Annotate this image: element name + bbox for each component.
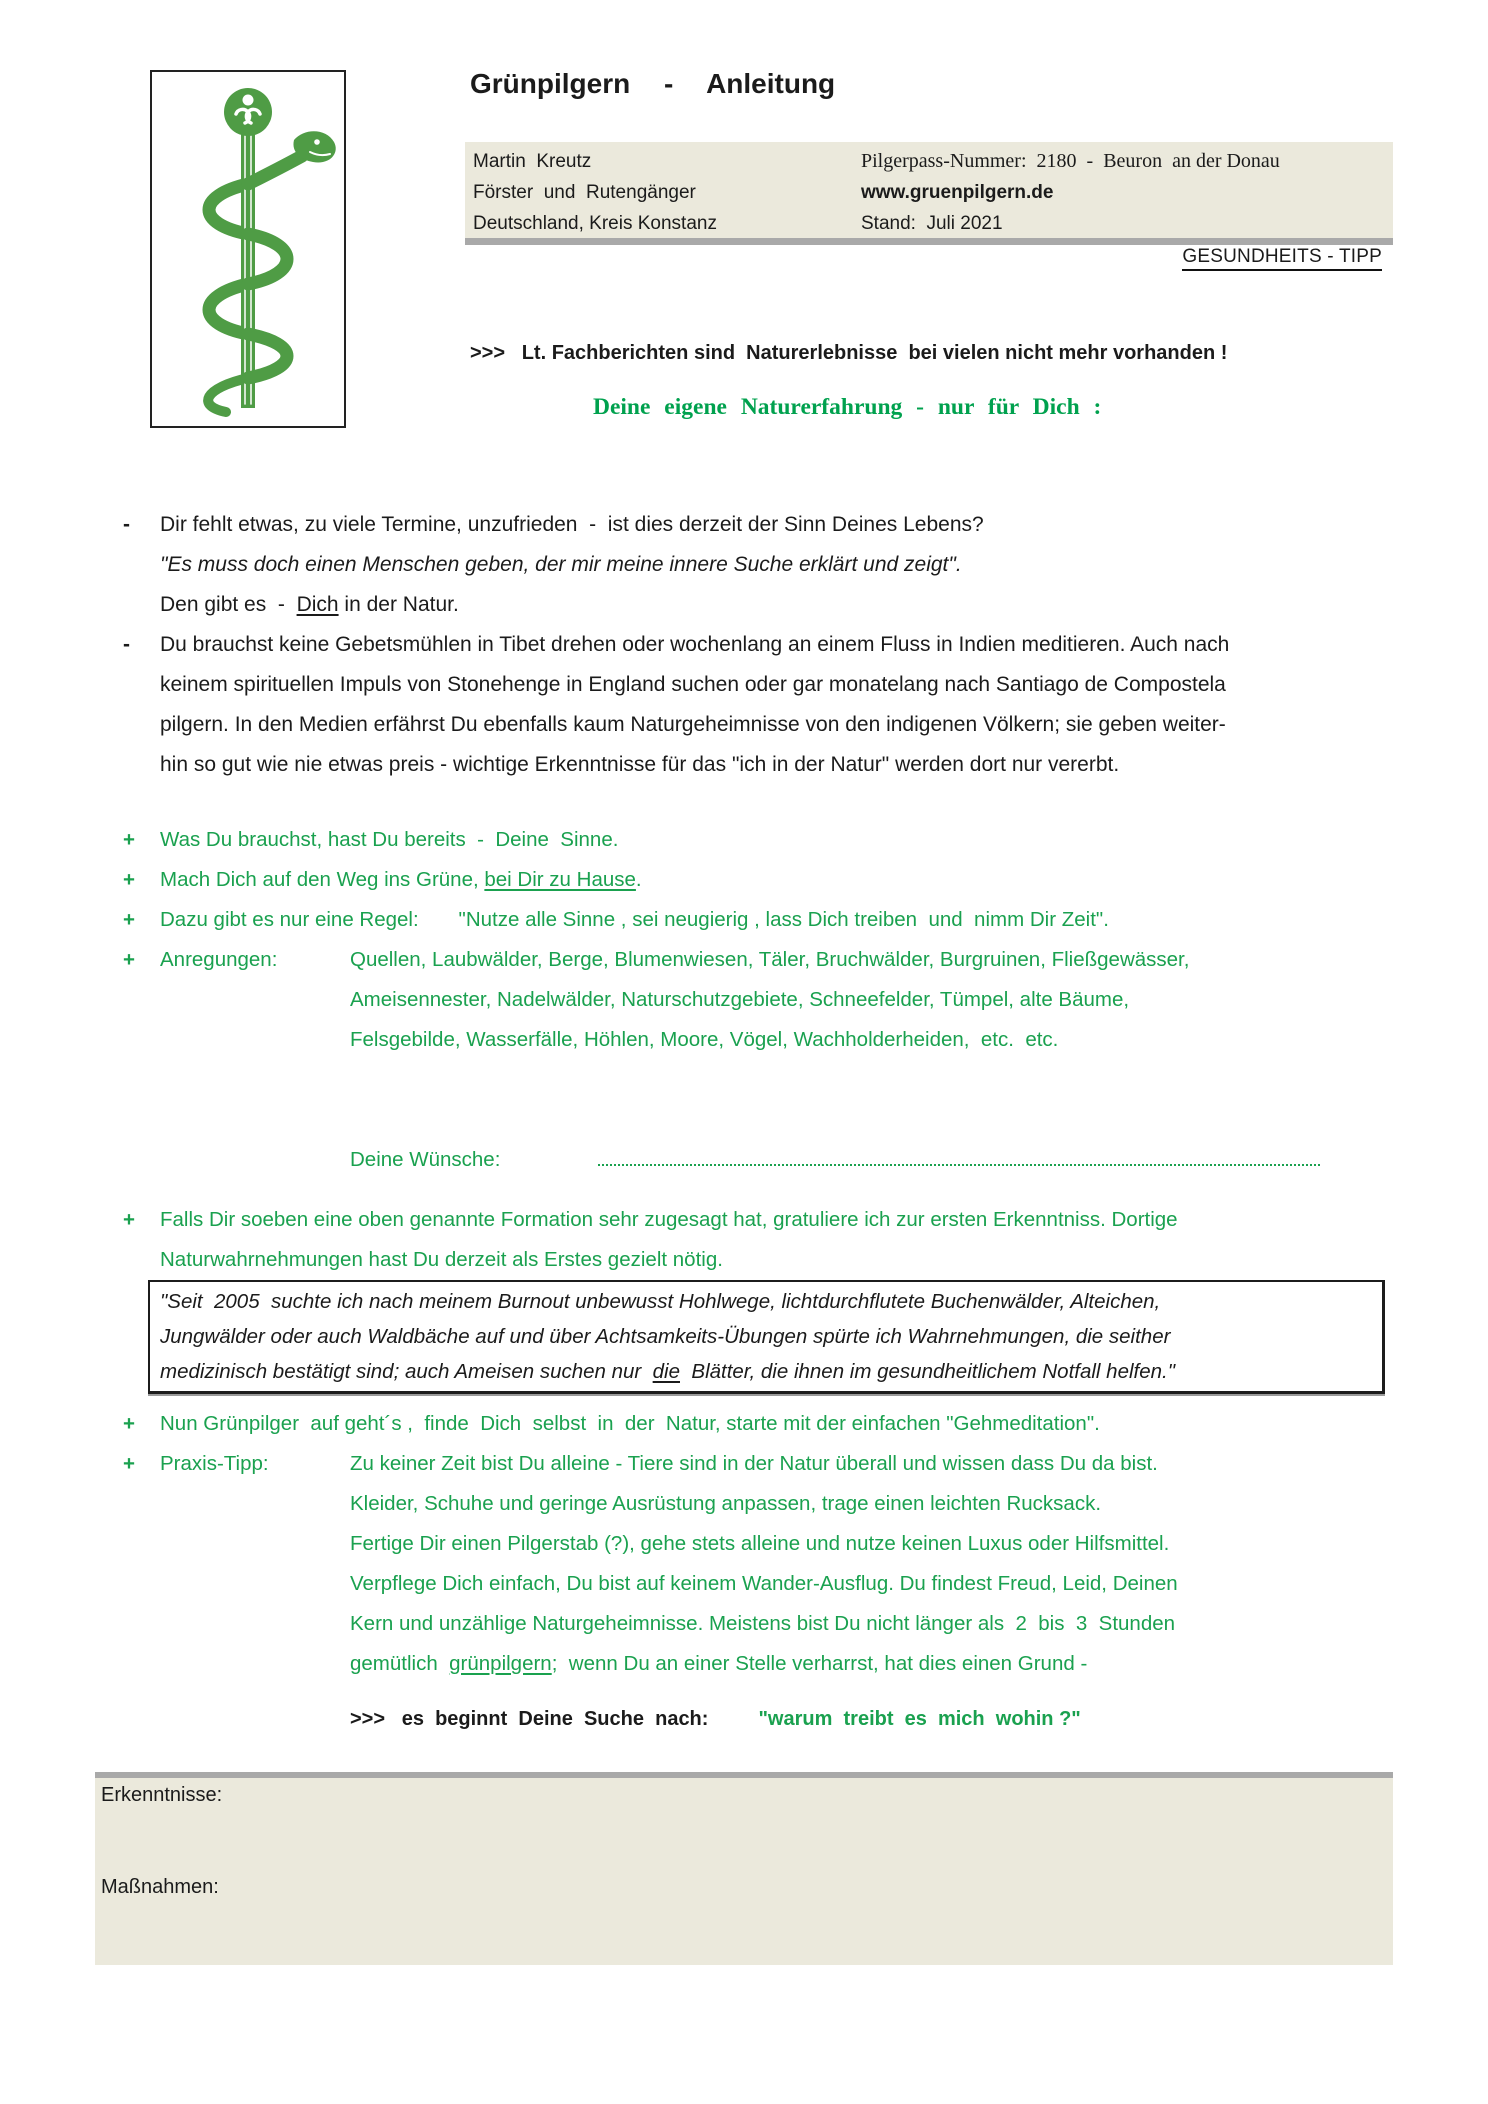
dash-bullet: - (123, 633, 130, 656)
quote-line (160, 1354, 1372, 1389)
text-line: Dazu gibt es nur eine Regel: "Nutze alle Sinne , sei neugierig , lass Dich treiben und nimm Dir Zeit". (160, 908, 1109, 931)
text-line: Den gibt es - (160, 593, 297, 616)
text-line: keinem spirituellen Impuls von Stonehenge in England suchen oder gar monatelang nach Santiago de Compostela (160, 673, 1226, 696)
text-line: Nun Grünpilger auf geht´s , finde Dich selbst in der Natur, starte mit der einfachen "Gehmeditation". (160, 1412, 1100, 1435)
plus-bullet: + (123, 868, 135, 891)
underlined-text: grünpilgern (449, 1652, 552, 1675)
list-item (95, 1564, 1405, 1604)
headline: Deine eigene Naturerfahrung - nur für Dich : (593, 394, 1102, 420)
list-item (95, 1240, 1405, 1280)
text-line: gemütlich (350, 1652, 450, 1675)
author-name: Martin Kreutz (473, 151, 592, 172)
search-question: "warum treibt es mich wohin ?" (758, 1708, 1081, 1730)
text-line: Blätter, die ihnen im gesundheitlichem Notfall helfen." (680, 1360, 1176, 1383)
list-item (95, 1200, 1405, 1240)
list-item (95, 505, 1405, 545)
plus-bullet: + (123, 1452, 135, 1475)
quote-line: Jungwälder oder auch Waldbäche auf und über Achtsamkeits-Übungen spürte ich Wahrnehmungen, die seither (160, 1325, 1171, 1348)
text-line: hin so gut wie nie etwas preis - wichtige Erkenntnisse für das "ich in der Natur" werden dort nur vererbt. (160, 753, 1120, 776)
underlined-text: bei Dir zu Hause (484, 868, 636, 891)
text-line: pilgern. In den Medien erfährst Du ebenfalls kaum Naturgeheimnisse von den indigenen Völkern; sie geben weiter- (160, 713, 1226, 736)
wishes-label: Deine Wünsche: (350, 1148, 501, 1171)
author-role: Förster und Rutengänger (473, 182, 696, 203)
quote-box (148, 1280, 1385, 1394)
text-line: Naturwahrnehmungen hast Du derzeit als Erstes gezielt nötig. (160, 1248, 723, 1271)
list-item (95, 940, 1405, 980)
text-line: Falls Dir soeben eine oben genannte Formation sehr zugesagt hat, gratuliere ich zur ersten Erkenntniss. Dortige (160, 1208, 1178, 1231)
header-info-block (465, 142, 1393, 245)
list-item (95, 625, 1405, 665)
document-body (95, 505, 1405, 1739)
list-item (95, 900, 1405, 940)
list-item (95, 745, 1405, 785)
list-item (95, 705, 1405, 745)
search-row (95, 1699, 1405, 1739)
text-line: Kern und unzählige Naturgeheimnisse. Meistens bist Du nicht länger als 2 bis 3 Stunden (350, 1612, 1176, 1635)
text-line: Dir fehlt etwas, zu viele Termine, unzufrieden - ist dies derzeit der Sinn Deines Lebens? (160, 513, 984, 536)
list-item (95, 820, 1405, 860)
text-line: in der Natur. (338, 593, 459, 616)
list-item (95, 1484, 1405, 1524)
quote-line: "Seit 2005 suchte ich nach meinem Burnout unbewusst Hohlwege, lichtdurchflutete Buchenwälder, Alteichen, (160, 1290, 1161, 1313)
anregungen-label: Anregungen: (160, 948, 278, 971)
page-title: Grünpilgern - Anleitung (470, 68, 836, 99)
text-line: Fertige Dir einen Pilgerstab (?), gehe stets alleine und nutze keinen Luxus oder Hilfsmittel. (350, 1532, 1170, 1555)
plus-bullet: + (123, 1412, 135, 1435)
search-intro: >>> es beginnt Deine Suche nach: (350, 1708, 709, 1730)
list-item (95, 1524, 1405, 1564)
list-item (95, 1644, 1405, 1684)
stand-date: Stand: Juli 2021 (861, 213, 1003, 234)
plus-bullet: + (123, 828, 135, 851)
author-location: Deutschland, Kreis Konstanz (473, 213, 717, 234)
text-line: Quellen, Laubwälder, Berge, Blumenwiesen, Täler, Bruchwälder, Burgruinen, Fließgewässer, (350, 948, 1190, 971)
list-item (95, 585, 1405, 625)
text-line: Was Du brauchst, hast Du bereits - Deine Sinne. (160, 828, 619, 851)
text-line: Du brauchst keine Gebetsmühlen in Tibet drehen oder wochenlang an einem Fluss in Indien meditieren. Auch nach (160, 633, 1230, 656)
praxis-tipp-label: Praxis-Tipp: (160, 1452, 269, 1475)
list-item (95, 545, 1405, 585)
health-tip-label: GESUNDHEITS - TIPP (1182, 246, 1382, 271)
text-line: Kleider, Schuhe und geringe Ausrüstung anpassen, trage einen leichten Rucksack. (350, 1492, 1102, 1515)
list-item (95, 665, 1405, 705)
underlined-text: Dich (296, 593, 339, 616)
pilgerpass-number: Pilgerpass-Nummer: 2180 - Beuron an der Donau (861, 150, 1280, 172)
list-item (95, 1020, 1405, 1060)
text-line: medizinisch bestätigt sind; auch Ameisen suchen nur (160, 1360, 653, 1383)
lead-statement: >>> Lt. Fachberichten sind Naturerlebnisse bei vielen nicht mehr vorhanden ! (470, 342, 1228, 364)
plus-bullet: + (123, 908, 135, 931)
wishes-row (95, 1140, 1405, 1180)
list-item (95, 1404, 1405, 1444)
list-item (95, 1444, 1405, 1484)
website-url: www.gruenpilgern.de (861, 182, 1054, 203)
text-line: Verpflege Dich einfach, Du bist auf keinem Wander-Ausflug. Du findest Freud, Leid, Deinen (350, 1572, 1178, 1595)
rod-of-asclepius-icon (152, 72, 344, 426)
text-line: "Es muss doch einen Menschen geben, der mir meine innere Suche erklärt und zeigt". (160, 553, 962, 576)
plus-bullet: + (123, 1208, 135, 1231)
list-item (95, 980, 1405, 1020)
text-line: . (635, 868, 642, 891)
massnahmen-label: Maßnahmen: (101, 1876, 219, 1898)
plus-bullet: + (123, 948, 135, 971)
logo-box (150, 70, 346, 428)
erkenntnisse-label: Erkenntnisse: (101, 1784, 223, 1806)
dotted-fill-line (598, 1140, 1320, 1166)
text-line: Mach Dich auf den Weg ins Grüne, (160, 868, 485, 891)
underlined-text: die (652, 1360, 680, 1383)
text-line: ; wenn Du an einer Stelle verharrst, hat dies einen Grund - (551, 1652, 1088, 1675)
list-item (95, 1604, 1405, 1644)
list-item (95, 860, 1405, 900)
text-line: Felsgebilde, Wasserfälle, Höhlen, Moore, Vögel, Wachholderheiden, etc. etc. (350, 1028, 1059, 1051)
text-line: Ameisennester, Nadelwälder, Naturschutzgebiete, Schneefelder, Tümpel, alte Bäume, (350, 988, 1130, 1011)
text-line: Zu keiner Zeit bist Du alleine - Tiere sind in der Natur überall und wissen dass Du da bist. (350, 1452, 1158, 1475)
notes-section (95, 1772, 1393, 1965)
dash-bullet: - (123, 513, 130, 536)
